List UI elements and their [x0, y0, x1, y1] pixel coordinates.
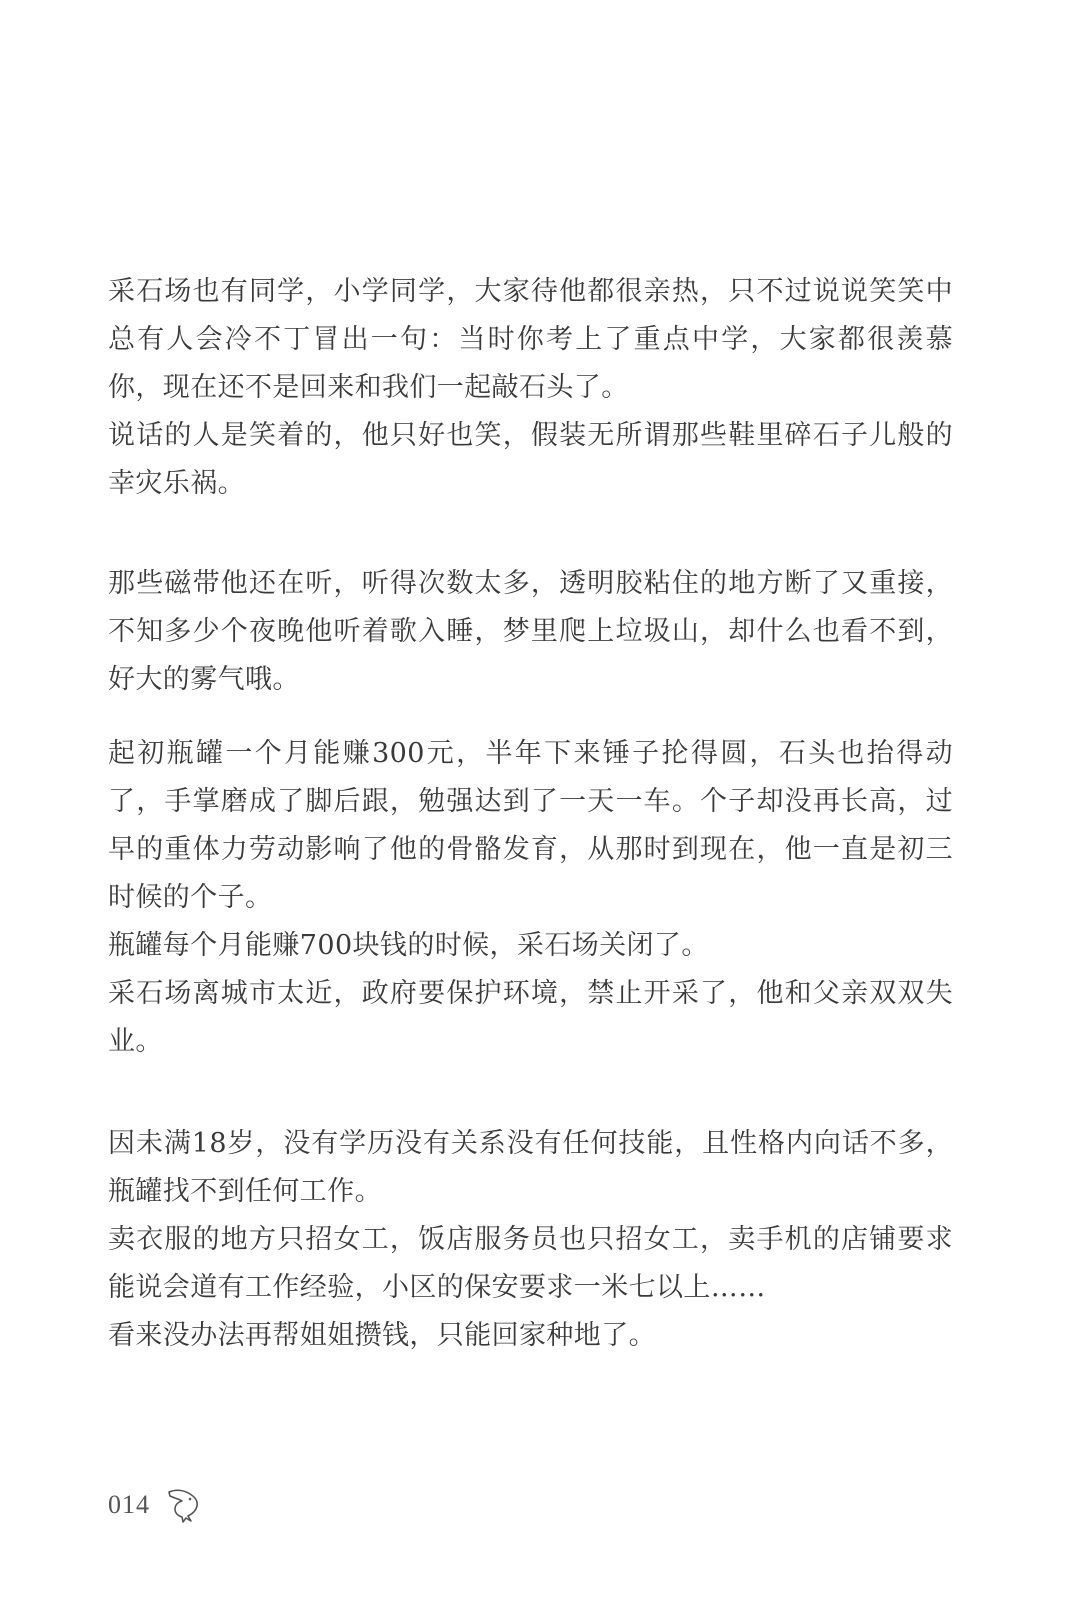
text-line: 采石场离城市太近，政府要保护环境，禁止开采了，他和父亲双双失业。 — [108, 978, 953, 1057]
page-number: 014 — [108, 1490, 150, 1519]
bird-icon — [166, 1486, 202, 1524]
paragraph-job-search — [108, 1120, 953, 1360]
text-line: 起初瓶罐一个月能赚300元，半年下来锤子抡得圆，石头也抬得动了，手掌磨成了脚后跟，勉强达到了一天一车。个子却没再长高，过早的重体力劳动影响了他的骨骼发育，从那时到现在，他一直是初三时候的个子。 — [108, 738, 953, 913]
paragraph-cassette-tapes — [108, 560, 953, 704]
paragraph-quarry-closed — [108, 922, 953, 1066]
paragraph-quarry-classmates — [108, 268, 953, 508]
text-line: 瓶罐每个月能赚700块钱的时候，采石场关闭了。 — [108, 930, 709, 961]
page-footer — [108, 1486, 202, 1524]
text-line: 采石场也有同学，小学同学，大家待他都很亲热，只不过说说笑笑中总有人会冷不丁冒出一句：当时你考上了重点中学，大家都很羡慕你，现在还不是回来和我们一起敲石头了。 — [108, 276, 953, 403]
text-line: 因未满18岁，没有学历没有关系没有任何技能，且性格内向话不多，瓶罐找不到任何工作。 — [108, 1128, 953, 1207]
text-line: 看来没办法再帮姐姐攒钱，只能回家种地了。 — [108, 1320, 656, 1351]
text-line: 那些磁带他还在听，听得次数太多，透明胶粘住的地方断了又重接，不知多少个夜晚他听着歌入睡，梦里爬上垃圾山，却什么也看不到，好大的雾气哦。 — [108, 568, 953, 695]
text-line: 说话的人是笑着的，他只好也笑，假装无所谓那些鞋里碎石子儿般的幸灾乐祸。 — [108, 420, 953, 499]
paragraph-early-earnings — [108, 730, 953, 922]
text-line: 卖衣服的地方只招女工，饭店服务员也只招女工，卖手机的店铺要求能说会道有工作经验，小区的保安要求一米七以上…… — [108, 1224, 953, 1303]
